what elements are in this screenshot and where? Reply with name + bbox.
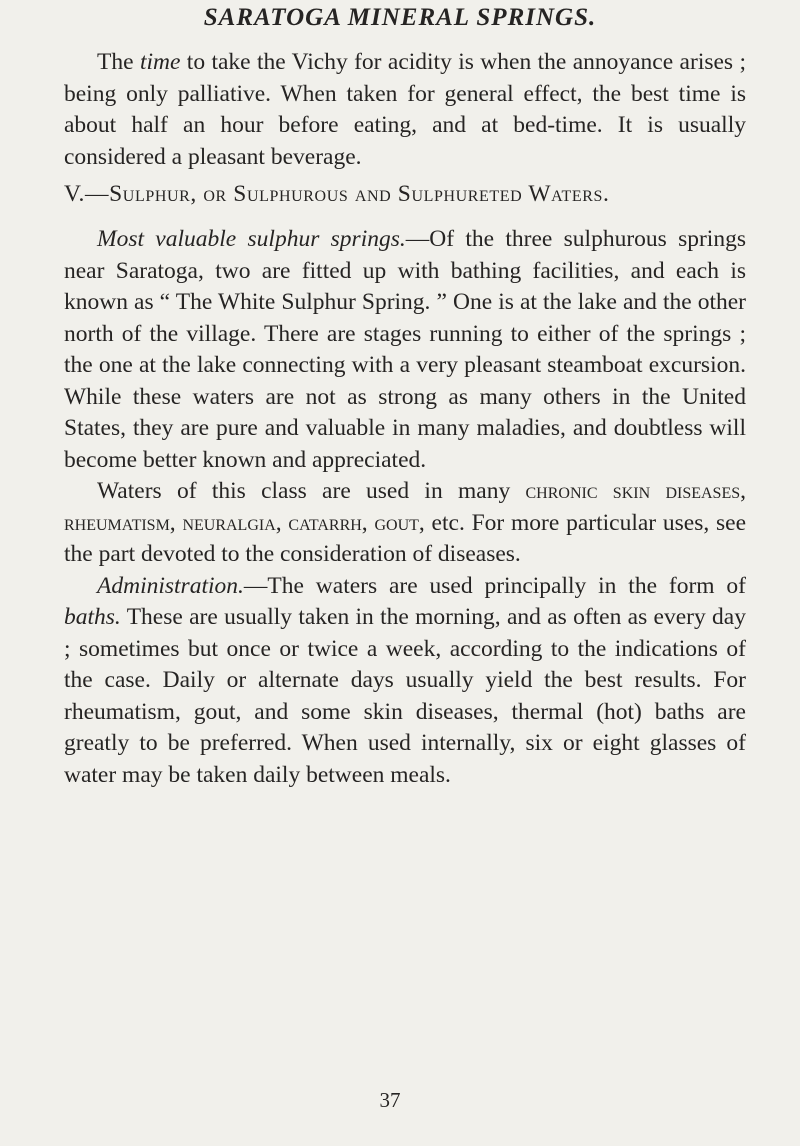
- text-body: to take the Vichy for acidity is when the annoyance arises ; being only palliative. When taken for general effect, the best time is about half an hour before eating, and at bed-time. It is usually considered a pleasant beverage.: [64, 49, 746, 170]
- paragraph-text: [64, 47, 746, 173]
- page-number: 37: [379, 1088, 401, 1112]
- disease-list: chronic skin diseases, rheumatism, neuralgia, catarrh, gout,: [64, 478, 746, 536]
- emphasis-administration: Administration.: [97, 572, 244, 599]
- emphasis-time: time: [139, 49, 181, 75]
- text-body: —Of the three sulphurous springs near Saratoga, two are fitted up with bathing facilities, and each is known as “ The White Sulphur Spring. ” One is at the lake and the other north of the village. There are stages running to either of the springs ; the one at the lake connecting with a very pleasant steamboat excursion. While these waters are not as strong as many others in the United States, they are pure and valuable in many maladies, and doubtless will become better known and appreciated.: [64, 226, 746, 473]
- text-body: etc. For more particular uses, see the part devoted to the consideration of diseases.: [64, 509, 747, 567]
- emphasis-most-valuable: Most valuable sulphur springs.: [97, 226, 406, 252]
- text-mid: —The waters are used principally in the form of: [243, 572, 746, 599]
- emphasis-baths: baths.: [64, 604, 121, 630]
- section-number: V.: [64, 181, 86, 207]
- section-dash: —: [85, 181, 110, 207]
- text-body: These are usually taken in the morning, and as often as every day ; sometimes but once or twice a week, according to the indications of the case. Daily or alternate days usually yield the best results. For rheumatism, gout, and some skin diseases, thermal (hot) baths are greatly to be preferred. When used internally, six or eight glasses of water may be taken daily between meals.: [64, 604, 746, 788]
- paragraph-sulphur-springs: [64, 224, 746, 476]
- paragraph-vichy-timing: [64, 47, 746, 173]
- paragraph-uses: [64, 476, 746, 571]
- running-head: SARATOGA MINERAL SPRINGS.: [203, 4, 597, 31]
- paragraph-administration: [64, 571, 746, 792]
- section-body: [64, 224, 746, 791]
- text-lead: The: [97, 49, 140, 75]
- text-lead: Waters of this class are used in many: [97, 478, 526, 504]
- section-title: Sulphur, or Sulphurous and Sulphureted Waters.: [109, 181, 610, 207]
- section-heading: [64, 179, 746, 211]
